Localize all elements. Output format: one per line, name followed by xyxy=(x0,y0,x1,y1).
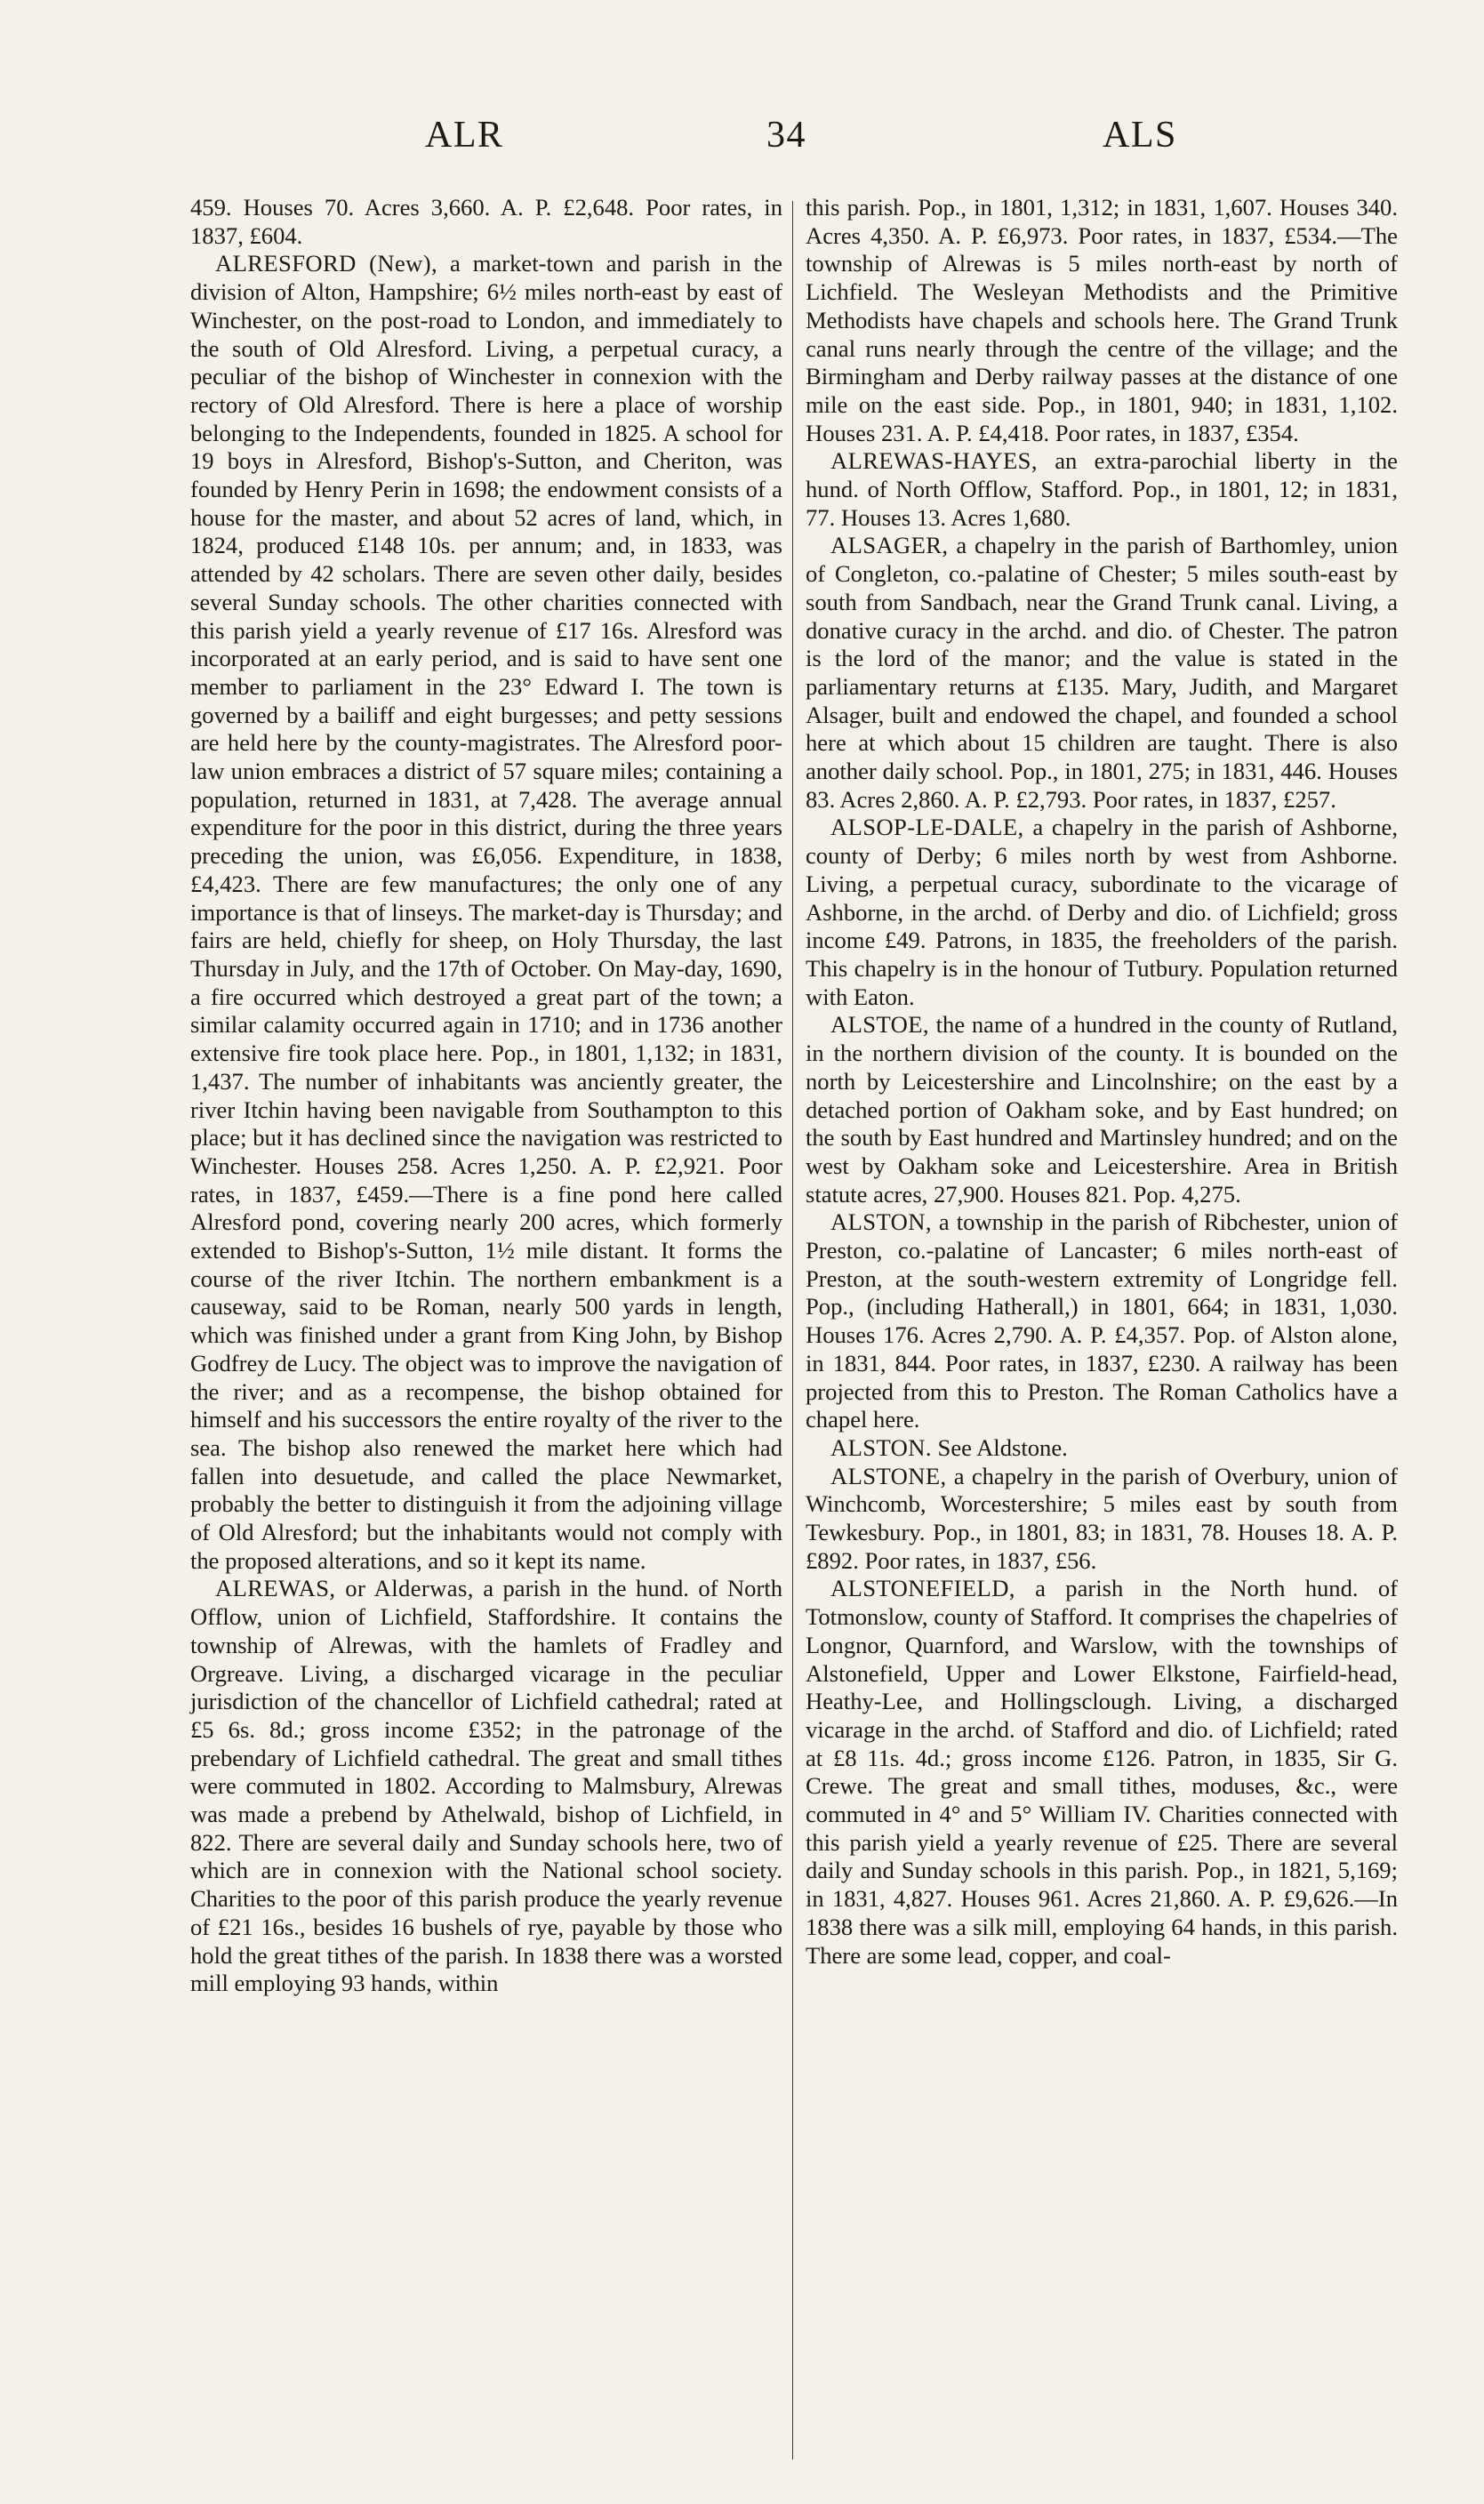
entry-alresford-new xyxy=(190,250,782,1575)
entry-headword: ALRESFORD (New), xyxy=(215,250,438,277)
right-column xyxy=(806,194,1398,1970)
header-last-word: ALS xyxy=(1103,115,1177,156)
entry-alstoe xyxy=(806,1011,1398,1208)
header-first-word: ALR xyxy=(425,115,504,156)
entry-alsop-le-dale xyxy=(806,814,1398,1011)
entry-headword: ALREWAS, or Alderwas, xyxy=(215,1575,474,1602)
entry-text: a chapelry in the parish of Overbury, union of Winchcomb, Worcestershire; 5 miles east by south from Tewkesbury. Pop., in 1801, 83; in 1831, 78. Houses 18. A. P. £892. Poor rates, in 1837, £56. xyxy=(806,1462,1398,1574)
entry-alsager xyxy=(806,532,1398,814)
entry-headword: ALSOP-LE-DALE, xyxy=(830,814,1024,841)
entry-text: a chapelry in the parish of Barthomley, union of Congleton, co.-palatine of Chester; 5 miles south-east by south from Sandbach, near the Grand Trunk canal. Living, a donative curacy in the archd. and dio. of Chester. The patron is the lord of the manor; and the value is stated in the parliamentary returns at £135. Mary, Judith, and Margaret Alsager, built and endowed the chapel, and founded a school here at which about 15 children are taught. There is also another daily school. Pop., in 1801, 275; in 1831, 446. Houses 83. Acres 2,860. A. P. £2,793. Poor rates, in 1837, £257. xyxy=(806,532,1398,813)
entry-alston-township xyxy=(806,1208,1398,1434)
entry-headword: ALSTOE, xyxy=(830,1011,929,1039)
entry-text: a parish in the North hund. of Totmonslow, county of Stafford. It comprises the chapelries of Longnor, Quarnford, and Warslow, with the townships of Alstonefield, Upper and Lower Elkstone, Fairfield-head, Heathy-Lee, and Hollingsclough. Living, a discharged vicarage in the archd. of Stafford and dio. of Lichfield; rated at £8 11s. 4d.; gross income £126. Patron, in 1835, Sir G. Crewe. The great and small tithes, moduses, &c., were commuted in 4° and 5° William IV. Charities connected with this parish yield a yearly revenue of £25. There are several daily and Sunday schools in this parish. Pop., in 1821, 5,169; in 1831, 4,827. Houses 961. Acres 21,860. A. P. £9,626.—In 1838 there was a silk mill, employing 64 hands, in this parish. There are some lead, copper, and coal- xyxy=(806,1575,1398,1969)
entry-text: 459. Houses 70. Acres 3,660. A. P. £2,648. Poor rates, in 1837, £604. xyxy=(190,194,782,249)
entry-continuation xyxy=(806,194,1398,447)
entry-alrewas xyxy=(190,1575,782,1998)
entry-text: an extra-parochial liberty in the hund. of North Offlow, Stafford. Pop., in 1801, 12; in 1831, 77. Houses 13. Acres 1,680. xyxy=(806,447,1398,531)
entry-headword: ALSTON, xyxy=(830,1208,932,1236)
entry-text: a chapelry in the parish of Ashborne, county of Derby; 6 miles north by west from Ashborne. Living, a perpetual curacy, subordinate to the vicarage of Ashborne, in the archd. of Derby and dio. of Lichfield; gross income £49. Patrons, in 1835, the freeholders of the parish. This chapelry is in the honour of Tutbury. Population returned with Eaton. xyxy=(806,814,1398,1010)
entry-text: See Aldstone. xyxy=(931,1433,1068,1461)
left-column xyxy=(190,194,782,1998)
entry-text: a township in the parish of Ribchester, union of Preston, co.-palatine of Lancaster; 6 miles north-east of Preston, at the south-western extremity of Longridge fell. Pop., (including Hatherall,) in 1801, 664; in 1831, 1,030. Houses 176. Acres 2,790. A. P. £4,357. Pop. of Alston alone, in 1831, 844. Poor rates, in 1837, £230. A railway has been projected from this to Preston. The Roman Catholics have a chapel here. xyxy=(806,1208,1398,1433)
entry-text: a market-town and parish in the division of Alton, Hampshire; 6½ miles north-east by east of Winchester, on the post-road to London, and immediately to the south of Old Alresford. Living, a perpetual curacy, a peculiar of the bishop of Winchester in connexion with the rectory of Old Alresford. There is here a place of worship belonging to the Independents, founded in 1825. A school for 19 boys in Alresford, Bishop's-Sutton, and Cheriton, was founded by Henry Perin in 1698; the endowment consists of a house for the master, and about 52 acres of land, which, in 1824, produced £148 10s. per annum; and, in 1833, was attended by 42 scholars. There are seven other daily, besides several Sunday schools. The other charities connected with this parish yield a yearly revenue of £17 16s. Alresford was incorporated at an early period, and is said to have sent one member to parliament in the 23° Edward I. The town is governed by a bailiff and eight burgesses; and petty sessions are held here by the county-magistrates. The Alresford poor-law union embraces a district of 57 square miles; containing a population, returned in 1831, at 7,428. The average annual expenditure for the poor in this district, during the three years preceding the union, was £6,056. Expenditure, in 1838, £4,423. There are few manufactures; the only one of any importance is that of linseys. The market-day is Thursday; and fairs are held, chiefly for sheep, on Holy Thursday, the last Thursday in July, and the 17th of October. On May-day, 1690, a fire occurred which destroyed a great part of the town; a similar calamity occurred again in 1710; and in 1736 another extensive fire took place here. Pop., in 1801, 1,132; in 1831, 1,437. The number of inhabitants was anciently greater, the river Itchin having been navigable from Southampton to this place; but it has declined since the navigation was restricted to Winchester. Houses 258. Acres 1,250. A. P. £2,921. Poor rates, in 1837, £459.—There is a fine pond here called Alresford pond, covering nearly 200 acres, which formerly extended to Bishop's-Sutton, 1½ mile distant. It forms the course of the river Itchin. The northern embankment is a causeway, said to be Roman, nearly 500 yards in length, which was finished under a grant from King John, by Bishop Godfrey de Lucy. The object was to improve the navigation of the river; and as a recompense, the bishop obtained for himself and his successors the entire royalty of the river to the sea. The bishop also renewed the market here which had fallen into desuetude, and called the place Newmarket, probably the better to distinguish it from the adjoining village of Old Alresford; but the inhabitants would not comply with the proposed alterations, and so it kept its name. xyxy=(190,250,782,1574)
entry-alstone xyxy=(806,1463,1398,1576)
entry-headword: ALSTON. xyxy=(830,1433,932,1461)
entry-text: this parish. Pop., in 1801, 1,312; in 1831, 1,607. Houses 340. Acres 4,350. A. P. £6,973. Poor rates, in 1837, £534.—The township of Alrewas is 5 miles north-east by north of Lichfield. The Wesleyan Methodists and the Primitive Methodists have chapels and schools here. The Grand Trunk canal runs nearly through the centre of the village; and the Birmingham and Derby railway passes at the distance of one mile on the east side. Pop., in 1801, 940; in 1831, 1,102. Houses 231. A. P. £4,418. Poor rates, in 1837, £354. xyxy=(806,194,1398,446)
entry-text: a parish in the hund. of North Offlow, union of Lichfield, Staffordshire. It contains the township of Alrewas, with the hamlets of Fradley and Orgreave. Living, a discharged vicarage in the peculiar jurisdiction of the chancellor of Lichfield cathedral; rated at £5 6s. 8d.; gross income £352; in the patronage of the prebendary of Lichfield cathedral. The great and small tithes were commuted in 1802. According to Malmsbury, Alrewas was made a prebend by Athelwald, bishop of Lichfield, in 822. There are several daily and Sunday schools here, two of which are in connexion with the National school society. Charities to the poor of this parish produce the yearly revenue of £21 16s., besides 16 bushels of rye, payable by those who hold the great tithes of the parish. In 1838 there was a worsted mill employing 93 hands, within xyxy=(190,1575,783,1997)
entry-continuation xyxy=(190,194,782,250)
entry-headword: ALSAGER, xyxy=(830,532,949,559)
page-number: 34 xyxy=(766,115,806,156)
entry-alstonefield xyxy=(806,1575,1398,1970)
entry-alston-see xyxy=(806,1434,1398,1463)
running-header xyxy=(0,114,1484,167)
entry-headword: ALREWAS-HAYES, xyxy=(830,447,1038,475)
entry-headword: ALSTONEFIELD, xyxy=(830,1575,1015,1602)
column-rule xyxy=(792,201,793,2460)
entry-alrewas-hayes xyxy=(806,447,1398,532)
entry-headword: ALSTONE, xyxy=(830,1462,947,1489)
entry-text: the name of a hundred in the county of Rutland, in the northern division of the county. It is bounded on the north by Leicestershire and Lincolnshire; on the east by a detached portion of Oakham soke, and by East hundred; on the south by East hundred and Martinsley hundred; and on the west by Oakham soke and Leicestershire. Area in British statute acres, 27,900. Houses 821. Pop. 4,275. xyxy=(806,1011,1398,1208)
